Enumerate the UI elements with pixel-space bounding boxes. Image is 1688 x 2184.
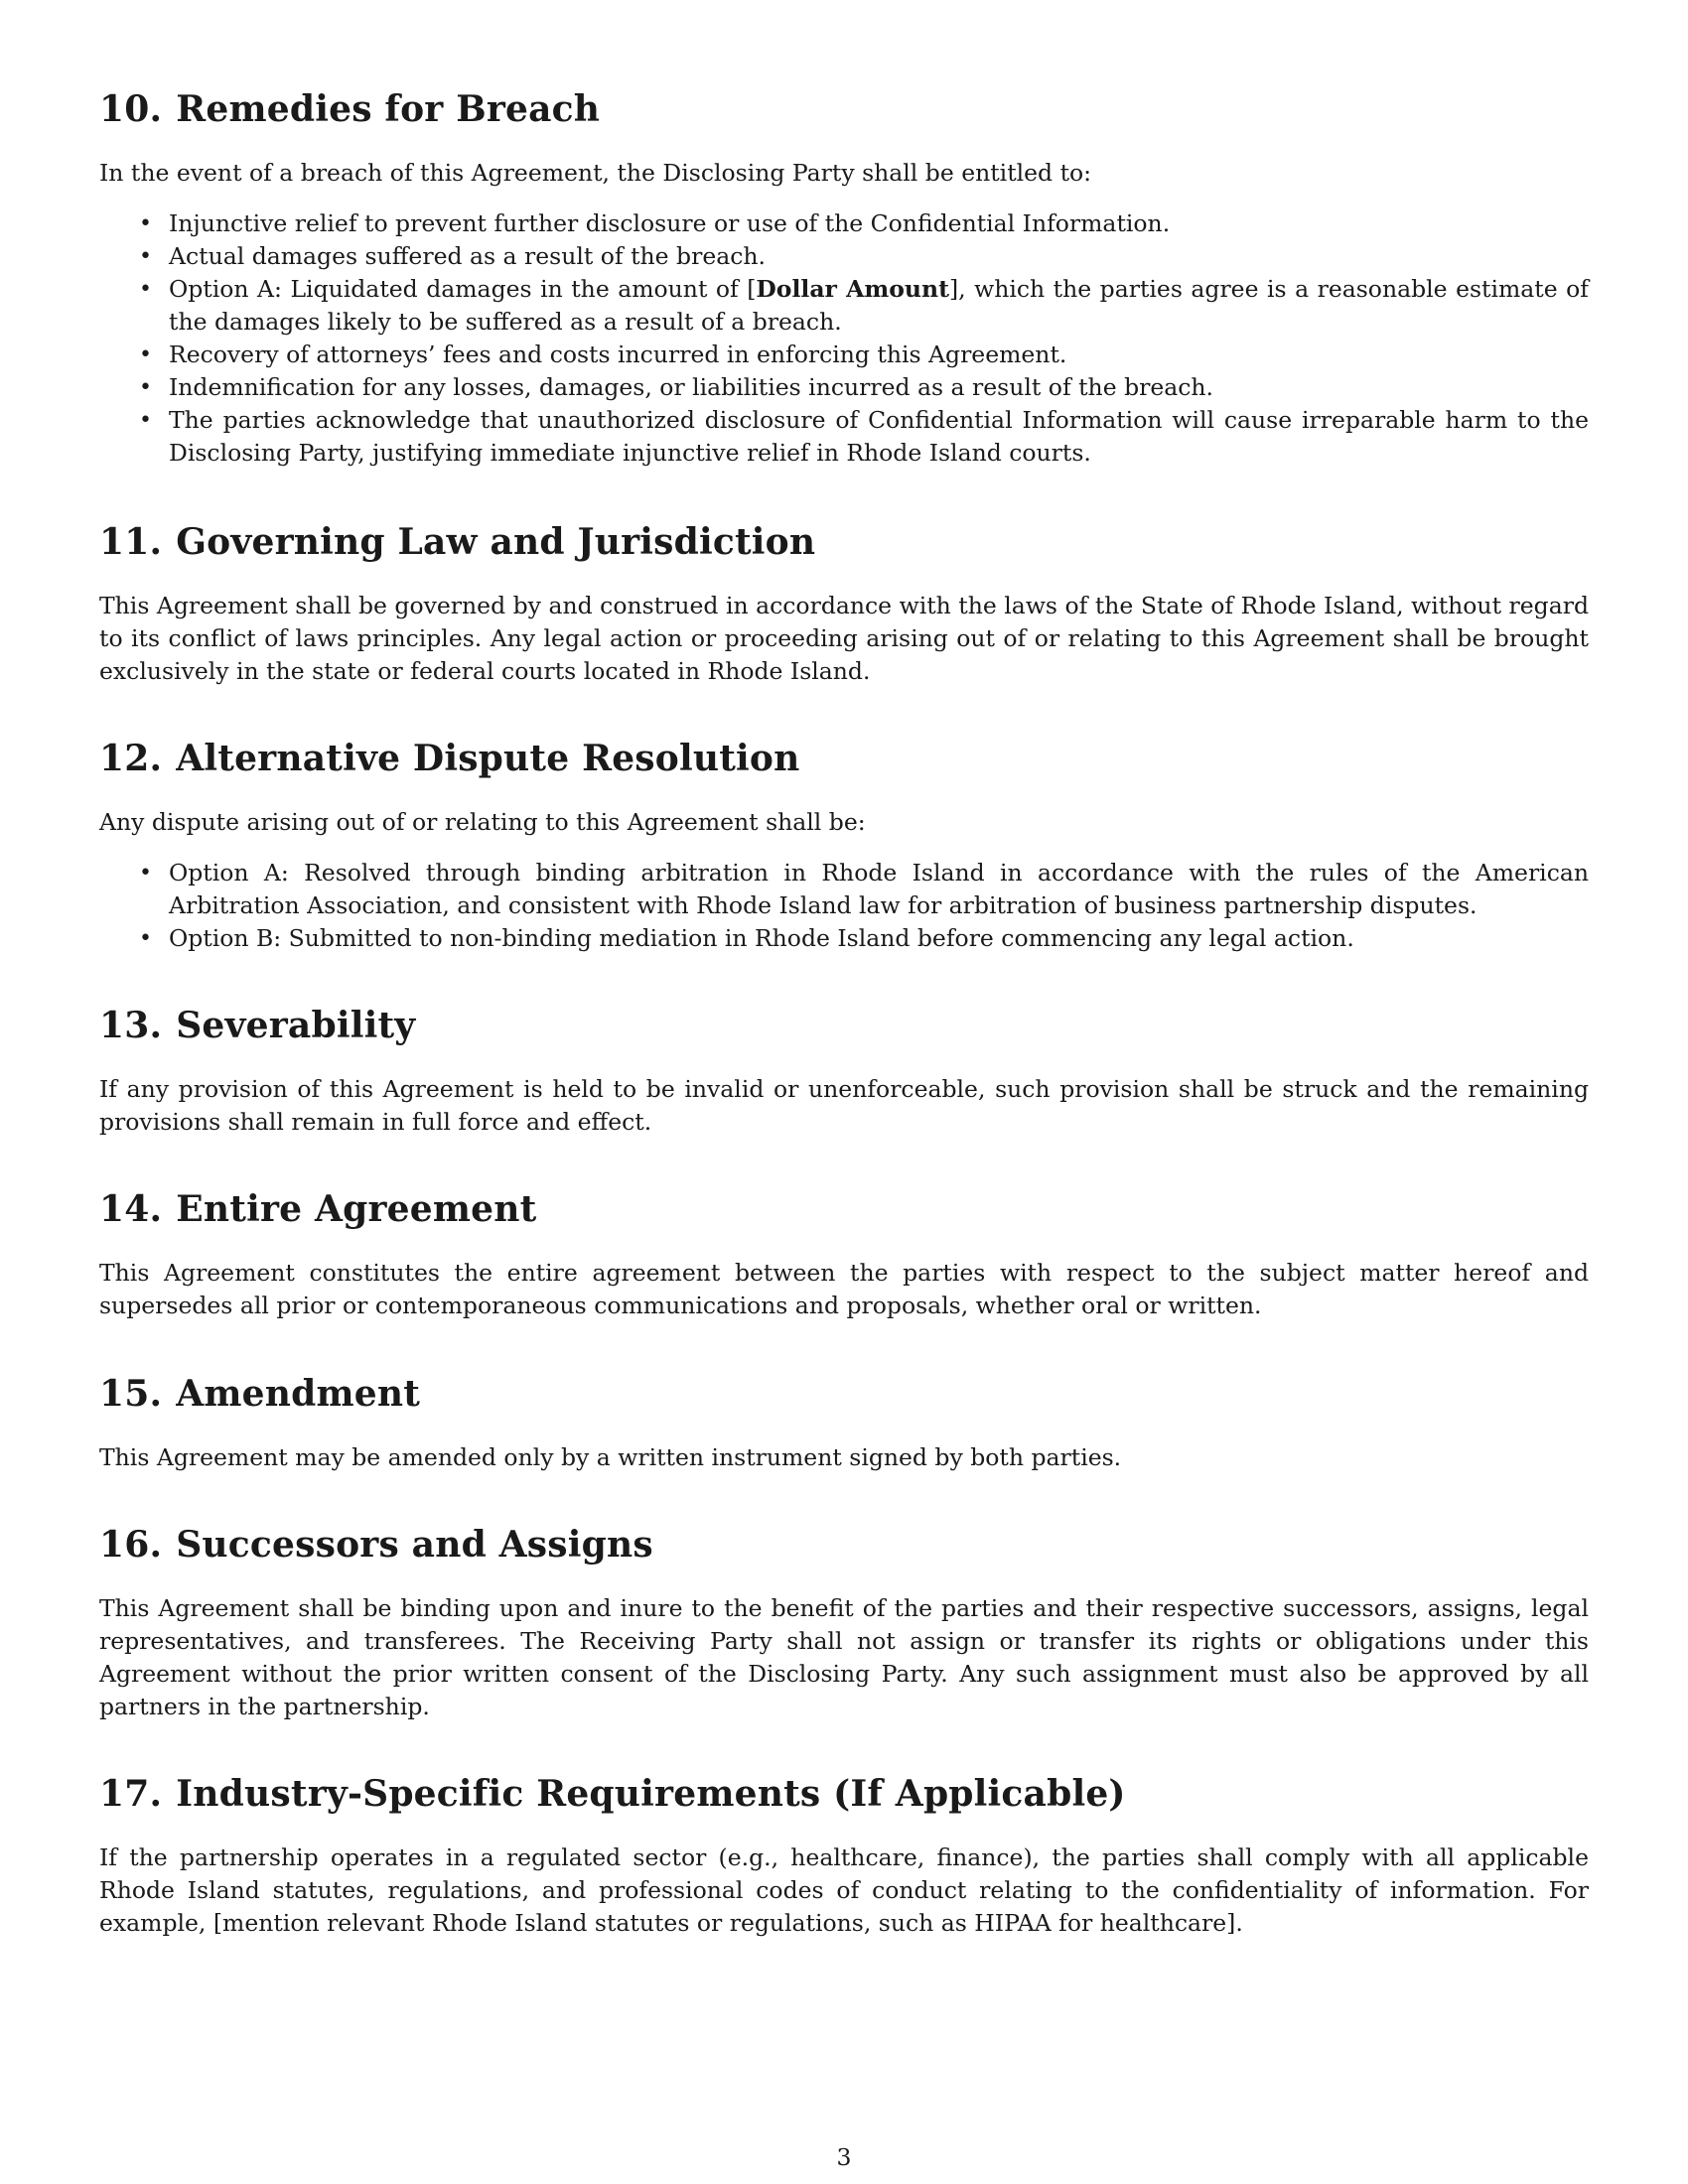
list-item-text: Indemnification for any losses, damages, or liabilities incurred as a result of the breach. (169, 373, 1214, 401)
placeholder-dollar-amount: Dollar Amount (756, 275, 949, 303)
section-title: Severability (176, 1005, 416, 1046)
section-body: This Agreement constitutes the entire agreement between the parties with respect to the subject matter hereof and supersedes all prior or contemporaneous communications and proposals, whether oral or written. (99, 1259, 1589, 1319)
list-item (99, 240, 1589, 273)
list-item-text: Option A: Liquidated damages in the amount of [ (169, 275, 757, 303)
list-item (99, 922, 1589, 955)
section-number: 17. (99, 1773, 163, 1815)
section-intro: In the event of a breach of this Agreement, the Disclosing Party shall be entitled to: (99, 159, 1092, 187)
section-title: Industry-Specific Requirements (If Applicable) (176, 1773, 1126, 1815)
section-heading (99, 1772, 1589, 1816)
list-item-text: Injunctive relief to prevent further disclosure or use of the Confidential Information. (169, 209, 1171, 237)
section-body: This Agreement may be amended only by a written instrument signed by both parties. (99, 1443, 1122, 1471)
section-entire-agreement (99, 1187, 1589, 1322)
list-item-text: Option A: Resolved through binding arbitration in Rhode Island in accordance with the rules of the American Arbitration Association, and consistent with Rhode Island law for arbitration of business partnership disputes. (169, 859, 1589, 919)
section-body: This Agreement shall be governed by and construed in accordance with the laws of the State of Rhode Island, without regard to its conflict of laws principles. Any legal action or proceeding arising out of or relating to this Agreement shall be brought exclusively in the state or federal courts located in Rhode Island. (99, 592, 1589, 685)
remedies-list (99, 207, 1589, 470)
section-body: This Agreement shall be binding upon and inure to the benefit of the parties and their respective successors, assigns, legal representatives, and transferees. The Receiving Party shall not assign or transfer its rights or obligations under this Agreement without the prior written consent of the Disclosing Party. Any such assignment must also be approved by all partners in the partnership. (99, 1594, 1589, 1720)
list-item-text: The parties acknowledge that unauthorized disclosure of Confidential Information will cause irreparable harm to the Disclosing Party, justifying immediate injunctive relief in Rhode Island courts. (169, 406, 1589, 467)
section-title: Entire Agreement (176, 1188, 537, 1230)
section-heading (99, 1523, 1589, 1567)
dispute-options-list (99, 857, 1589, 955)
bullet-icon: • (139, 211, 152, 236)
section-intro: Any dispute arising out of or relating to this Agreement shall be: (99, 808, 866, 836)
section-title: Remedies for Breach (176, 88, 601, 130)
section-heading (99, 1004, 1589, 1047)
section-number: 10. (99, 88, 163, 130)
list-item (99, 404, 1589, 470)
section-title: Governing Law and Jurisdiction (176, 521, 816, 563)
section-title: Alternative Dispute Resolution (176, 738, 800, 779)
section-number: 11. (99, 521, 163, 563)
section-heading (99, 520, 1589, 564)
list-item (99, 207, 1589, 240)
section-governing-law (99, 520, 1589, 688)
list-item-text: Recovery of attorneys’ fees and costs incurred in enforcing this Agreement. (169, 341, 1067, 368)
section-amendment (99, 1372, 1589, 1474)
section-severability (99, 1004, 1589, 1139)
list-item (99, 857, 1589, 922)
section-heading (99, 737, 1589, 780)
section-industry-specific-requirements (99, 1772, 1589, 1940)
section-body: If the partnership operates in a regulated sector (e.g., healthcare, finance), the parties shall comply with all applicable Rhode Island statutes, regulations, and professional codes of conduct relating to the confidentiality of information. For example, [mention relevant Rhode Island statutes or regulations, such as HIPAA for healthcare]. (99, 1843, 1589, 1937)
bullet-icon: • (139, 861, 152, 886)
bullet-icon: • (139, 342, 152, 367)
list-item-text: Actual damages suffered as a result of the breach. (169, 242, 767, 270)
section-remedies-for-breach (99, 87, 1589, 470)
section-title: Successors and Assigns (176, 1524, 653, 1566)
section-number: 14. (99, 1188, 163, 1230)
section-number: 12. (99, 738, 163, 779)
section-title: Amendment (176, 1373, 421, 1415)
bullet-icon: • (139, 408, 152, 433)
section-successors-and-assigns (99, 1523, 1589, 1723)
section-heading (99, 1187, 1589, 1231)
page-number: 3 (836, 2143, 852, 2171)
section-heading (99, 87, 1589, 131)
section-body: If any provision of this Agreement is held to be invalid or unenforceable, such provision shall be struck and the remaining provisions shall remain in full force and effect. (99, 1075, 1589, 1136)
section-number: 15. (99, 1373, 163, 1415)
list-item (99, 339, 1589, 371)
list-item-text: Option B: Submitted to non-binding mediation in Rhode Island before commencing any legal action. (169, 924, 1354, 952)
document-page (99, 0, 1589, 2184)
bullet-icon: • (139, 926, 152, 951)
section-number: 13. (99, 1005, 163, 1046)
bullet-icon: • (139, 277, 152, 302)
list-item-text: ], which the parties agree is a reasonable estimate of the damages likely to be suffered as a result of a breach. (169, 275, 1589, 336)
section-alternative-dispute-resolution (99, 737, 1589, 955)
section-number: 16. (99, 1524, 163, 1566)
list-item (99, 371, 1589, 404)
bullet-icon: • (139, 375, 152, 400)
list-item (99, 273, 1589, 339)
section-heading (99, 1372, 1589, 1416)
bullet-icon: • (139, 244, 152, 269)
